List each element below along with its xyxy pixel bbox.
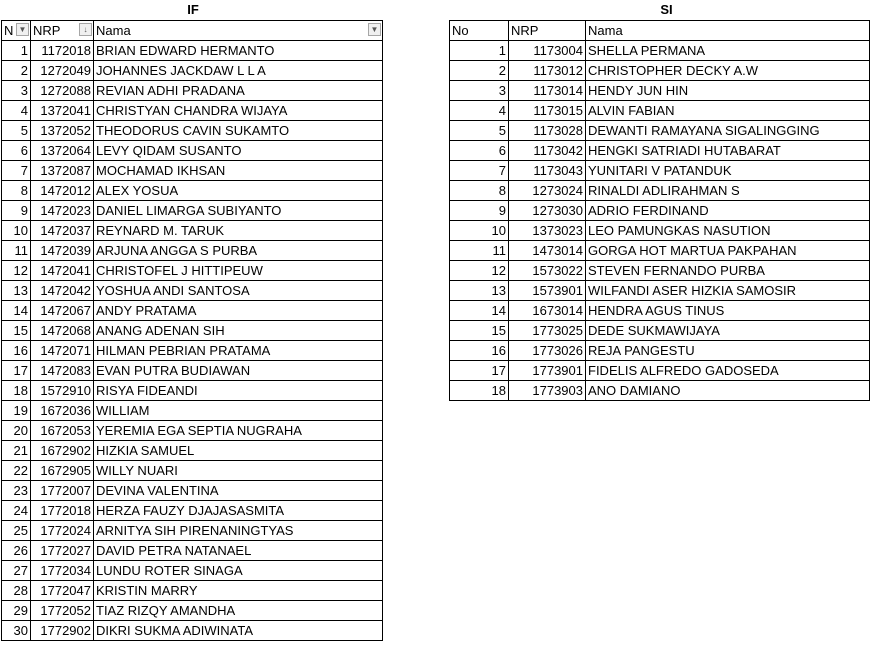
if-cell-no[interactable]: 8 [2, 181, 31, 201]
if-header-nrp[interactable] [31, 21, 94, 41]
if-header-nrp-label: NRP [33, 23, 61, 38]
if-cell-nama[interactable]: DAVID PETRA NATANAEL [94, 541, 383, 561]
if-cell-nama[interactable]: KRISTIN MARRY [94, 581, 383, 601]
si-table-row [450, 321, 870, 341]
si-cell-nama[interactable]: YUNITARI V PATANDUK [586, 161, 870, 181]
if-cell-no[interactable]: 4 [2, 101, 31, 121]
if-cell-nama[interactable]: BRIAN EDWARD HERMANTO [94, 41, 383, 61]
if-table-row [2, 581, 383, 601]
si-cell-nama[interactable]: RINALDI ADLIRAHMAN S [586, 181, 870, 201]
if-table-row [2, 41, 383, 61]
si-cell-nama[interactable]: STEVEN FERNANDO PURBA [586, 261, 870, 281]
if-cell-nrp[interactable]: 1672036 [31, 401, 94, 421]
si-cell-nrp[interactable]: 1173012 [509, 61, 586, 81]
si-cell-nrp[interactable]: 1473014 [509, 241, 586, 261]
if-table-row [2, 481, 383, 501]
if-cell-no[interactable]: 24 [2, 501, 31, 521]
if-cell-nama[interactable]: YOSHUA ANDI SANTOSA [94, 281, 383, 301]
if-cell-nrp[interactable]: 1772902 [31, 621, 94, 641]
si-cell-nrp[interactable]: 1173028 [509, 121, 586, 141]
si-cell-no[interactable]: 11 [450, 241, 509, 261]
si-table-row [450, 81, 870, 101]
si-cell-nrp[interactable]: 1773901 [509, 361, 586, 381]
if-cell-nrp[interactable]: 1672902 [31, 441, 94, 461]
if-cell-nrp[interactable]: 1772027 [31, 541, 94, 561]
if-cell-nrp[interactable]: 1572910 [31, 381, 94, 401]
if-table-row [2, 221, 383, 241]
si-cell-no[interactable]: 9 [450, 201, 509, 221]
si-cell-no[interactable]: 2 [450, 61, 509, 81]
si-cell-nrp[interactable]: 1173042 [509, 141, 586, 161]
if-table-row [2, 501, 383, 521]
si-cell-nama[interactable]: WILFANDI ASER HIZKIA SAMOSIR [586, 281, 870, 301]
if-cell-no[interactable]: 26 [2, 541, 31, 561]
si-cell-nrp[interactable]: 1173015 [509, 101, 586, 121]
si-cell-no[interactable]: 6 [450, 141, 509, 161]
if-cell-nama[interactable]: DEVINA VALENTINA [94, 481, 383, 501]
si-cell-nrp[interactable]: 1773903 [509, 381, 586, 401]
si-table-row [450, 301, 870, 321]
si-cell-no[interactable]: 13 [450, 281, 509, 301]
if-cell-no[interactable]: 30 [2, 621, 31, 641]
if-header-no[interactable] [2, 21, 31, 41]
if-cell-no[interactable]: 13 [2, 281, 31, 301]
if-cell-nama[interactable]: DANIEL LIMARGA SUBIYANTO [94, 201, 383, 221]
if-cell-nama[interactable]: LUNDU ROTER SINAGA [94, 561, 383, 581]
if-header-no-label: N [4, 23, 14, 38]
if-cell-nama[interactable]: HIZKIA SAMUEL [94, 441, 383, 461]
si-cell-nama[interactable]: CHRISTOPHER DECKY A.W [586, 61, 870, 81]
si-table-row [450, 101, 870, 121]
if-cell-nama[interactable]: WILLIAM [94, 401, 383, 421]
if-cell-no[interactable]: 12 [2, 261, 31, 281]
si-cell-nrp[interactable]: 1573901 [509, 281, 586, 301]
if-cell-nama[interactable]: ANANG ADENAN SIH [94, 321, 383, 341]
if-cell-nama[interactable]: REYNARD M. TARUK [94, 221, 383, 241]
if-cell-no[interactable]: 9 [2, 201, 31, 221]
if-cell-nama[interactable]: REVIAN ADHI PRADANA [94, 81, 383, 101]
si-table-row [450, 361, 870, 381]
si-cell-nama[interactable]: HENDRA AGUS TINUS [586, 301, 870, 321]
if-cell-nrp[interactable]: 1772007 [31, 481, 94, 501]
si-table-title: SI [660, 2, 673, 17]
if-cell-no[interactable]: 29 [2, 601, 31, 621]
if-cell-nama[interactable]: THEODORUS CAVIN SUKAMTO [94, 121, 383, 141]
if-table-row [2, 101, 383, 121]
if-table-row [2, 321, 383, 341]
if-cell-no[interactable]: 15 [2, 321, 31, 341]
si-cell-nrp[interactable]: 1773026 [509, 341, 586, 361]
if-cell-no[interactable]: 2 [2, 61, 31, 81]
if-table-row [2, 81, 383, 101]
if-cell-nama[interactable]: WILLY NUARI [94, 461, 383, 481]
if-cell-nama[interactable]: ALEX YOSUA [94, 181, 383, 201]
si-cell-no[interactable]: 10 [450, 221, 509, 241]
if-cell-no[interactable]: 16 [2, 341, 31, 361]
if-cell-nrp[interactable]: 1272049 [31, 61, 94, 81]
if-cell-nama[interactable]: ARJUNA ANGGA S PURBA [94, 241, 383, 261]
if-cell-nama[interactable]: HERZA FAUZY DJAJASASMITA [94, 501, 383, 521]
si-header-no[interactable]: No [450, 21, 509, 41]
si-cell-nama[interactable]: ADRIO FERDINAND [586, 201, 870, 221]
if-cell-no[interactable]: 5 [2, 121, 31, 141]
if-cell-nama[interactable]: HILMAN PEBRIAN PRATAMA [94, 341, 383, 361]
si-cell-nama[interactable]: GORGA HOT MARTUA PAKPAHAN [586, 241, 870, 261]
if-table-row [2, 601, 383, 621]
if-header-row [2, 21, 383, 41]
if-cell-nama[interactable]: RISYA FIDEANDI [94, 381, 383, 401]
si-table-row [450, 181, 870, 201]
if-cell-nama[interactable]: ANDY PRATAMA [94, 301, 383, 321]
if-table-title: IF [187, 2, 199, 17]
if-cell-no[interactable]: 1 [2, 41, 31, 61]
si-cell-nrp[interactable]: 1273030 [509, 201, 586, 221]
if-table-row [2, 201, 383, 221]
if-cell-nama[interactable]: LEVY QIDAM SUSANTO [94, 141, 383, 161]
si-cell-nama[interactable]: FIDELIS ALFREDO GADOSEDA [586, 361, 870, 381]
si-cell-nama[interactable]: ALVIN FABIAN [586, 101, 870, 121]
if-cell-nrp[interactable]: 1372041 [31, 101, 94, 121]
si-cell-no[interactable]: 3 [450, 81, 509, 101]
if-cell-nama[interactable]: DIKRI SUKMA ADIWINATA [94, 621, 383, 641]
si-table-row [450, 241, 870, 261]
filter-dropdown-icon[interactable]: ▼ [16, 23, 29, 36]
if-cell-nrp[interactable]: 1372087 [31, 161, 94, 181]
si-student-table [449, 20, 870, 401]
if-table-row [2, 121, 383, 141]
if-cell-nrp[interactable]: 1472041 [31, 261, 94, 281]
if-cell-nrp[interactable]: 1472023 [31, 201, 94, 221]
if-cell-nama[interactable]: YEREMIA EGA SEPTIA NUGRAHA [94, 421, 383, 441]
si-cell-nama[interactable]: HENDY JUN HIN [586, 81, 870, 101]
if-table-row [2, 561, 383, 581]
si-cell-nrp[interactable]: 1673014 [509, 301, 586, 321]
si-cell-nrp[interactable]: 1273024 [509, 181, 586, 201]
if-cell-no[interactable]: 14 [2, 301, 31, 321]
if-cell-no[interactable]: 28 [2, 581, 31, 601]
si-cell-nama[interactable]: HENGKI SATRIADI HUTABARAT [586, 141, 870, 161]
si-table-row [450, 341, 870, 361]
if-table-row [2, 61, 383, 81]
if-table-row [2, 281, 383, 301]
if-cell-nama[interactable]: MOCHAMAD IKHSAN [94, 161, 383, 181]
if-cell-nrp[interactable]: 1472012 [31, 181, 94, 201]
si-cell-no[interactable]: 12 [450, 261, 509, 281]
si-table-row [450, 61, 870, 81]
if-cell-no[interactable]: 11 [2, 241, 31, 261]
si-cell-nama[interactable]: DEWANTI RAMAYANA SIGALINGGING [586, 121, 870, 141]
if-table-row [2, 141, 383, 161]
if-cell-nrp[interactable]: 1372052 [31, 121, 94, 141]
if-cell-nrp[interactable]: 1272088 [31, 81, 94, 101]
if-header-nama[interactable] [94, 21, 383, 41]
if-cell-nrp[interactable]: 1772024 [31, 521, 94, 541]
if-table-row [2, 401, 383, 421]
sort-descending-icon[interactable]: ↓ [79, 23, 92, 36]
si-header-nrp[interactable]: NRP [509, 21, 586, 41]
si-cell-no[interactable]: 14 [450, 301, 509, 321]
if-cell-no[interactable]: 20 [2, 421, 31, 441]
if-table-row [2, 621, 383, 641]
if-cell-nrp[interactable]: 1472083 [31, 361, 94, 381]
if-cell-nrp[interactable]: 1472067 [31, 301, 94, 321]
if-cell-nrp[interactable]: 1172018 [31, 41, 94, 61]
if-cell-no[interactable]: 21 [2, 441, 31, 461]
si-table-row [450, 201, 870, 221]
if-table-row [2, 521, 383, 541]
if-cell-nama[interactable]: JOHANNES JACKDAW L L A [94, 61, 383, 81]
si-cell-no[interactable]: 8 [450, 181, 509, 201]
si-cell-no[interactable]: 16 [450, 341, 509, 361]
if-table-row [2, 441, 383, 461]
si-cell-nrp[interactable]: 1773025 [509, 321, 586, 341]
si-table-row [450, 281, 870, 301]
si-cell-nrp[interactable]: 1373023 [509, 221, 586, 241]
if-cell-nrp[interactable]: 1772018 [31, 501, 94, 521]
si-cell-no[interactable]: 1 [450, 41, 509, 61]
filter-dropdown-icon[interactable]: ▼ [368, 23, 381, 36]
if-cell-no[interactable]: 27 [2, 561, 31, 581]
if-cell-nrp[interactable]: 1772052 [31, 601, 94, 621]
si-cell-nama[interactable]: DEDE SUKMAWIJAYA [586, 321, 870, 341]
si-cell-nrp[interactable]: 1173014 [509, 81, 586, 101]
si-cell-no[interactable]: 18 [450, 381, 509, 401]
si-table-row [450, 141, 870, 161]
if-table-row [2, 361, 383, 381]
if-cell-no[interactable]: 18 [2, 381, 31, 401]
if-cell-no[interactable]: 7 [2, 161, 31, 181]
if-cell-nrp[interactable]: 1472037 [31, 221, 94, 241]
if-table-row [2, 241, 383, 261]
si-cell-no[interactable]: 7 [450, 161, 509, 181]
si-header-nama[interactable]: Nama [586, 21, 870, 41]
si-table-row [450, 381, 870, 401]
if-table-row [2, 421, 383, 441]
if-student-table [1, 20, 383, 641]
if-cell-no[interactable]: 6 [2, 141, 31, 161]
if-cell-no[interactable]: 3 [2, 81, 31, 101]
if-cell-nrp[interactable]: 1372064 [31, 141, 94, 161]
if-cell-nrp[interactable]: 1472068 [31, 321, 94, 341]
if-cell-no[interactable]: 25 [2, 521, 31, 541]
si-cell-no[interactable]: 5 [450, 121, 509, 141]
si-table-row [450, 161, 870, 181]
if-table-row [2, 541, 383, 561]
if-table-row [2, 161, 383, 181]
si-table-row [450, 41, 870, 61]
if-cell-nama[interactable]: ARNITYA SIH PIRENANINGTYAS [94, 521, 383, 541]
if-cell-nrp[interactable]: 1472039 [31, 241, 94, 261]
si-header-row [450, 21, 870, 41]
if-cell-no[interactable]: 22 [2, 461, 31, 481]
if-cell-nrp[interactable]: 1672905 [31, 461, 94, 481]
if-cell-no[interactable]: 10 [2, 221, 31, 241]
if-table-row [2, 181, 383, 201]
si-cell-no[interactable]: 4 [450, 101, 509, 121]
if-table-row [2, 461, 383, 481]
if-cell-nama[interactable]: CHRISTYAN CHANDRA WIJAYA [94, 101, 383, 121]
if-cell-nrp[interactable]: 1472071 [31, 341, 94, 361]
si-table-row [450, 221, 870, 241]
if-cell-nrp[interactable]: 1672053 [31, 421, 94, 441]
if-table-row [2, 301, 383, 321]
if-cell-nama[interactable]: CHRISTOFEL J HITTIPEUW [94, 261, 383, 281]
if-table-row [2, 381, 383, 401]
si-cell-nama[interactable]: REJA PANGESTU [586, 341, 870, 361]
si-cell-nrp[interactable]: 1173004 [509, 41, 586, 61]
si-table-row [450, 261, 870, 281]
if-cell-no[interactable]: 19 [2, 401, 31, 421]
si-cell-nama[interactable]: LEO PAMUNGKAS NASUTION [586, 221, 870, 241]
if-table-row [2, 261, 383, 281]
if-header-nama-label: Nama [96, 23, 131, 38]
si-cell-nama[interactable]: ANO DAMIANO [586, 381, 870, 401]
si-cell-no[interactable]: 17 [450, 361, 509, 381]
if-cell-nrp[interactable]: 1772034 [31, 561, 94, 581]
if-cell-nama[interactable]: TIAZ RIZQY AMANDHA [94, 601, 383, 621]
si-cell-nama[interactable]: SHELLA PERMANA [586, 41, 870, 61]
si-cell-nrp[interactable]: 1173043 [509, 161, 586, 181]
si-table-row [450, 121, 870, 141]
si-cell-nrp[interactable]: 1573022 [509, 261, 586, 281]
if-cell-no[interactable]: 17 [2, 361, 31, 381]
if-cell-nama[interactable]: EVAN PUTRA BUDIAWAN [94, 361, 383, 381]
if-cell-no[interactable]: 23 [2, 481, 31, 501]
si-cell-no[interactable]: 15 [450, 321, 509, 341]
if-cell-nrp[interactable]: 1472042 [31, 281, 94, 301]
if-table-row [2, 341, 383, 361]
if-cell-nrp[interactable]: 1772047 [31, 581, 94, 601]
